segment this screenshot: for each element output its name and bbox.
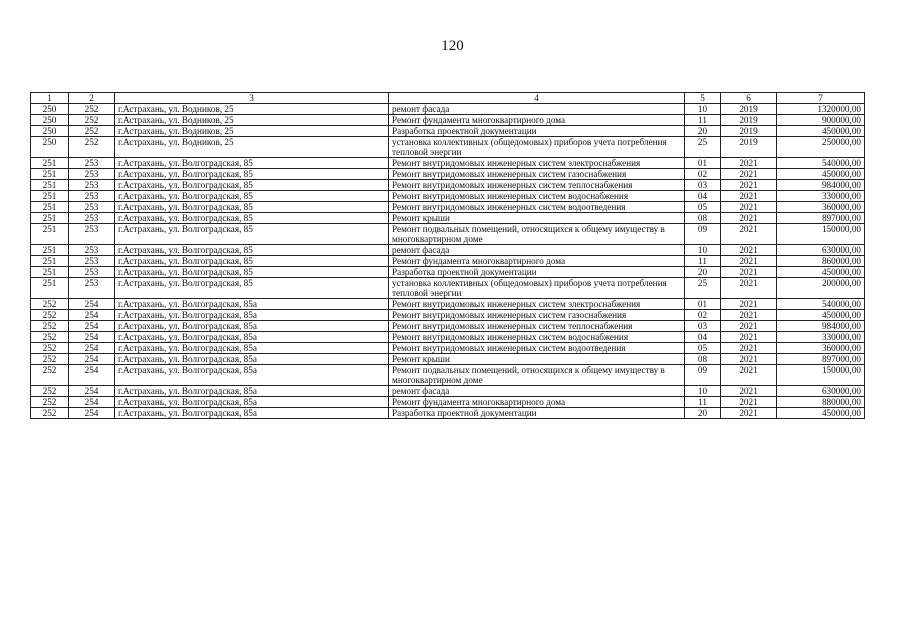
row-number-cell: 250 <box>31 137 69 158</box>
house-number-cell: 254 <box>69 321 115 332</box>
house-number-cell: 254 <box>69 365 115 386</box>
work-type-cell: ремонт фасада <box>389 386 685 397</box>
table-row <box>31 224 865 245</box>
table-row <box>31 267 865 278</box>
table-row <box>31 310 865 321</box>
work-code-cell: 10 <box>685 104 721 115</box>
table-row <box>31 137 865 158</box>
house-number-cell: 254 <box>69 408 115 419</box>
table-row <box>31 278 865 299</box>
page-number: 120 <box>441 38 464 54</box>
cost-cell: 900000,00 <box>777 115 865 126</box>
row-number-cell: 252 <box>31 310 69 321</box>
works-table <box>30 92 865 419</box>
row-number-cell: 250 <box>31 104 69 115</box>
table-row <box>31 158 865 169</box>
work-type-cell: Разработка проектной документации <box>389 126 685 137</box>
house-number-cell: 253 <box>69 158 115 169</box>
house-number-cell: 254 <box>69 354 115 365</box>
work-code-cell: 08 <box>685 213 721 224</box>
year-cell: 2021 <box>721 245 777 256</box>
header-cell: 7 <box>777 93 865 104</box>
work-code-cell: 25 <box>685 137 721 158</box>
year-cell: 2019 <box>721 115 777 126</box>
work-type-cell: установка коллективных (общедомовых) приборов учета потребления тепловой энергии <box>389 137 685 158</box>
house-number-cell: 254 <box>69 310 115 321</box>
work-type-cell: Ремонт крыши <box>389 213 685 224</box>
work-type-cell: Ремонт внутридомовых инженерных систем теплоснабжения <box>389 180 685 191</box>
year-cell: 2021 <box>721 354 777 365</box>
cost-cell: 450000,00 <box>777 408 865 419</box>
work-code-cell: 03 <box>685 180 721 191</box>
address-cell: г.Астрахань, ул. Волгоградская, 85 <box>115 278 389 299</box>
work-code-cell: 04 <box>685 191 721 202</box>
house-number-cell: 253 <box>69 256 115 267</box>
cost-cell: 450000,00 <box>777 267 865 278</box>
table-row <box>31 408 865 419</box>
work-type-cell: Ремонт подвальных помещений, относящихся к общему имуществу в многоквартирном доме <box>389 365 685 386</box>
work-code-cell: 20 <box>685 408 721 419</box>
work-type-cell: Ремонт внутридомовых инженерных систем электроснабжения <box>389 158 685 169</box>
table-row <box>31 115 865 126</box>
header-cell: 5 <box>685 93 721 104</box>
year-cell: 2021 <box>721 180 777 191</box>
work-type-cell: Разработка проектной документации <box>389 408 685 419</box>
cost-cell: 200000,00 <box>777 278 865 299</box>
year-cell: 2021 <box>721 278 777 299</box>
work-type-cell: Ремонт фундамента многоквартирного дома <box>389 115 685 126</box>
address-cell: г.Астрахань, ул. Волгоградская, 85а <box>115 408 389 419</box>
house-number-cell: 254 <box>69 332 115 343</box>
house-number-cell: 253 <box>69 267 115 278</box>
row-number-cell: 252 <box>31 332 69 343</box>
cost-cell: 330000,00 <box>777 191 865 202</box>
cost-cell: 897000,00 <box>777 213 865 224</box>
table-row <box>31 332 865 343</box>
row-number-cell: 251 <box>31 213 69 224</box>
house-number-cell: 252 <box>69 126 115 137</box>
address-cell: г.Астрахань, ул. Волгоградская, 85а <box>115 343 389 354</box>
cost-cell: 630000,00 <box>777 386 865 397</box>
year-cell: 2019 <box>721 137 777 158</box>
work-code-cell: 05 <box>685 202 721 213</box>
house-number-cell: 253 <box>69 213 115 224</box>
table-row <box>31 321 865 332</box>
table-row <box>31 343 865 354</box>
work-type-cell: Разработка проектной документации <box>389 267 685 278</box>
cost-cell: 330000,00 <box>777 332 865 343</box>
work-type-cell: Ремонт внутридомовых инженерных систем газоснабжения <box>389 169 685 180</box>
address-cell: г.Астрахань, ул. Волгоградская, 85 <box>115 213 389 224</box>
cost-cell: 150000,00 <box>777 365 865 386</box>
cost-cell: 540000,00 <box>777 158 865 169</box>
work-code-cell: 25 <box>685 278 721 299</box>
house-number-cell: 254 <box>69 397 115 408</box>
cost-cell: 540000,00 <box>777 299 865 310</box>
work-code-cell: 20 <box>685 126 721 137</box>
cost-cell: 360000,00 <box>777 343 865 354</box>
work-code-cell: 02 <box>685 169 721 180</box>
work-type-cell: Ремонт фундамента многоквартирного дома <box>389 397 685 408</box>
address-cell: г.Астрахань, ул. Волгоградская, 85а <box>115 321 389 332</box>
row-number-cell: 251 <box>31 224 69 245</box>
table-row <box>31 191 865 202</box>
year-cell: 2021 <box>721 321 777 332</box>
table-row <box>31 180 865 191</box>
work-type-cell: Ремонт крыши <box>389 354 685 365</box>
work-code-cell: 09 <box>685 365 721 386</box>
header-cell: 2 <box>69 93 115 104</box>
row-number-cell: 251 <box>31 202 69 213</box>
cost-cell: 860000,00 <box>777 256 865 267</box>
work-type-cell: Ремонт внутридомовых инженерных систем электроснабжения <box>389 299 685 310</box>
row-number-cell: 251 <box>31 267 69 278</box>
row-number-cell: 251 <box>31 169 69 180</box>
work-code-cell: 11 <box>685 115 721 126</box>
year-cell: 2021 <box>721 256 777 267</box>
header-cell: 3 <box>115 93 389 104</box>
work-type-cell: ремонт фасада <box>389 245 685 256</box>
row-number-cell: 251 <box>31 256 69 267</box>
house-number-cell: 253 <box>69 180 115 191</box>
work-type-cell: Ремонт внутридомовых инженерных систем водоснабжения <box>389 191 685 202</box>
work-code-cell: 20 <box>685 267 721 278</box>
year-cell: 2021 <box>721 158 777 169</box>
cost-cell: 450000,00 <box>777 126 865 137</box>
house-number-cell: 252 <box>69 115 115 126</box>
work-code-cell: 01 <box>685 158 721 169</box>
house-number-cell: 252 <box>69 104 115 115</box>
row-number-cell: 251 <box>31 180 69 191</box>
address-cell: г.Астрахань, ул. Волгоградская, 85а <box>115 310 389 321</box>
header-cell: 1 <box>31 93 69 104</box>
house-number-cell: 254 <box>69 386 115 397</box>
year-cell: 2021 <box>721 343 777 354</box>
table-row <box>31 365 865 386</box>
work-code-cell: 10 <box>685 386 721 397</box>
header-cell: 6 <box>721 93 777 104</box>
cost-cell: 450000,00 <box>777 310 865 321</box>
year-cell: 2019 <box>721 126 777 137</box>
row-number-cell: 251 <box>31 158 69 169</box>
work-code-cell: 10 <box>685 245 721 256</box>
year-cell: 2021 <box>721 267 777 278</box>
cost-cell: 250000,00 <box>777 137 865 158</box>
address-cell: г.Астрахань, ул. Волгоградская, 85 <box>115 267 389 278</box>
row-number-cell: 252 <box>31 354 69 365</box>
year-cell: 2021 <box>721 365 777 386</box>
house-number-cell: 253 <box>69 245 115 256</box>
cost-cell: 630000,00 <box>777 245 865 256</box>
year-cell: 2021 <box>721 408 777 419</box>
table-row <box>31 245 865 256</box>
address-cell: г.Астрахань, ул. Волгоградская, 85а <box>115 299 389 310</box>
work-code-cell: 02 <box>685 310 721 321</box>
address-cell: г.Астрахань, ул. Волгоградская, 85а <box>115 332 389 343</box>
year-cell: 2021 <box>721 299 777 310</box>
work-type-cell: Ремонт внутридомовых инженерных систем водоотведения <box>389 202 685 213</box>
house-number-cell: 254 <box>69 343 115 354</box>
table-row <box>31 126 865 137</box>
year-cell: 2021 <box>721 332 777 343</box>
year-cell: 2021 <box>721 310 777 321</box>
work-type-cell: Ремонт фундамента многоквартирного дома <box>389 256 685 267</box>
row-number-cell: 252 <box>31 386 69 397</box>
house-number-cell: 253 <box>69 278 115 299</box>
table-row <box>31 397 865 408</box>
address-cell: г.Астрахань, ул. Волгоградская, 85 <box>115 202 389 213</box>
address-cell: г.Астрахань, ул. Волгоградская, 85 <box>115 191 389 202</box>
year-cell: 2021 <box>721 169 777 180</box>
table-row <box>31 213 865 224</box>
work-type-cell: Ремонт внутридомовых инженерных систем теплоснабжения <box>389 321 685 332</box>
row-number-cell: 252 <box>31 365 69 386</box>
address-cell: г.Астрахань, ул. Водников, 25 <box>115 115 389 126</box>
year-cell: 2021 <box>721 224 777 245</box>
row-number-cell: 252 <box>31 397 69 408</box>
row-number-cell: 252 <box>31 343 69 354</box>
row-number-cell: 251 <box>31 191 69 202</box>
work-code-cell: 09 <box>685 224 721 245</box>
table-row <box>31 299 865 310</box>
house-number-cell: 253 <box>69 202 115 213</box>
table-row <box>31 256 865 267</box>
work-code-cell: 01 <box>685 299 721 310</box>
table-row <box>31 169 865 180</box>
row-number-cell: 252 <box>31 299 69 310</box>
row-number-cell: 252 <box>31 321 69 332</box>
row-number-cell: 250 <box>31 126 69 137</box>
address-cell: г.Астрахань, ул. Волгоградская, 85 <box>115 169 389 180</box>
cost-cell: 984000,00 <box>777 180 865 191</box>
cost-cell: 897000,00 <box>777 354 865 365</box>
cost-cell: 1320000,00 <box>777 104 865 115</box>
address-cell: г.Астрахань, ул. Волгоградская, 85 <box>115 224 389 245</box>
year-cell: 2021 <box>721 397 777 408</box>
work-code-cell: 03 <box>685 321 721 332</box>
row-number-cell: 252 <box>31 408 69 419</box>
house-number-cell: 253 <box>69 169 115 180</box>
address-cell: г.Астрахань, ул. Волгоградская, 85 <box>115 180 389 191</box>
house-number-cell: 253 <box>69 224 115 245</box>
work-type-cell: установка коллективных (общедомовых) приборов учета потребления тепловой энергии <box>389 278 685 299</box>
cost-cell: 984000,00 <box>777 321 865 332</box>
header-cell: 4 <box>389 93 685 104</box>
work-code-cell: 04 <box>685 332 721 343</box>
year-cell: 2021 <box>721 191 777 202</box>
work-code-cell: 11 <box>685 397 721 408</box>
address-cell: г.Астрахань, ул. Водников, 25 <box>115 126 389 137</box>
address-cell: г.Астрахань, ул. Волгоградская, 85а <box>115 386 389 397</box>
address-cell: г.Астрахань, ул. Волгоградская, 85 <box>115 245 389 256</box>
year-cell: 2021 <box>721 213 777 224</box>
table-row <box>31 354 865 365</box>
cost-cell: 880000,00 <box>777 397 865 408</box>
house-number-cell: 253 <box>69 191 115 202</box>
year-cell: 2021 <box>721 202 777 213</box>
address-cell: г.Астрахань, ул. Волгоградская, 85 <box>115 256 389 267</box>
header-row <box>31 93 865 104</box>
address-cell: г.Астрахань, ул. Волгоградская, 85а <box>115 354 389 365</box>
work-code-cell: 05 <box>685 343 721 354</box>
row-number-cell: 251 <box>31 278 69 299</box>
address-cell: г.Астрахань, ул. Волгоградская, 85а <box>115 397 389 408</box>
house-number-cell: 254 <box>69 299 115 310</box>
address-cell: г.Астрахань, ул. Водников, 25 <box>115 137 389 158</box>
work-type-cell: Ремонт внутридомовых инженерных систем водоотведения <box>389 343 685 354</box>
year-cell: 2021 <box>721 386 777 397</box>
address-cell: г.Астрахань, ул. Волгоградская, 85а <box>115 365 389 386</box>
address-cell: г.Астрахань, ул. Водников, 25 <box>115 104 389 115</box>
house-number-cell: 252 <box>69 137 115 158</box>
work-code-cell: 08 <box>685 354 721 365</box>
cost-cell: 360000,00 <box>777 202 865 213</box>
cost-cell: 150000,00 <box>777 224 865 245</box>
table-row <box>31 104 865 115</box>
row-number-cell: 251 <box>31 245 69 256</box>
work-type-cell: Ремонт внутридомовых инженерных систем газоснабжения <box>389 310 685 321</box>
cost-cell: 450000,00 <box>777 169 865 180</box>
work-code-cell: 11 <box>685 256 721 267</box>
row-number-cell: 250 <box>31 115 69 126</box>
table-row <box>31 202 865 213</box>
table-body <box>31 104 865 419</box>
year-cell: 2019 <box>721 104 777 115</box>
table-row <box>31 386 865 397</box>
work-type-cell: Ремонт подвальных помещений, относящихся к общему имуществу в многоквартирном доме <box>389 224 685 245</box>
work-type-cell: Ремонт внутридомовых инженерных систем водоснабжения <box>389 332 685 343</box>
address-cell: г.Астрахань, ул. Волгоградская, 85 <box>115 158 389 169</box>
work-type-cell: ремонт фасада <box>389 104 685 115</box>
